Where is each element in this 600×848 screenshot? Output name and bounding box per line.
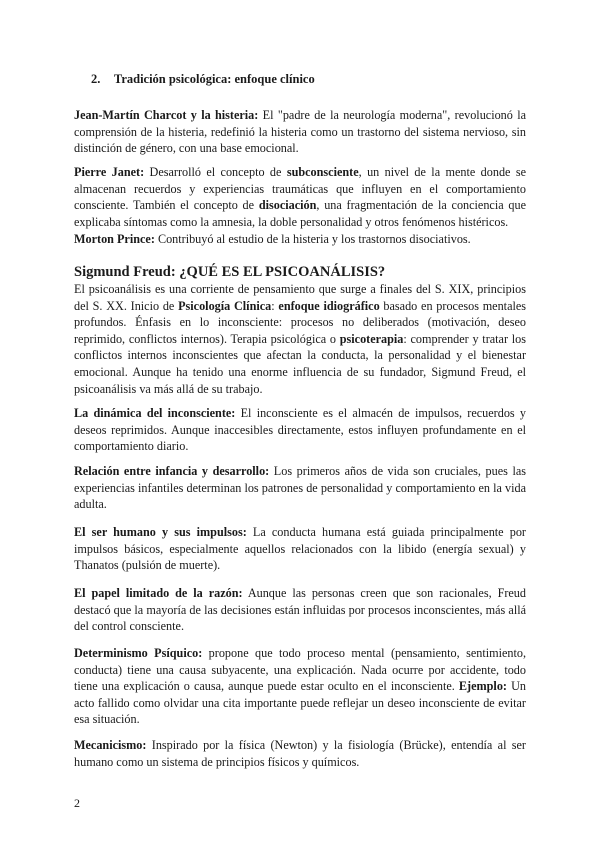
term-determinismo: Determinismo Psíquico: xyxy=(74,646,203,660)
section-heading-title: Tradición psicológica: enfoque clínico xyxy=(113,72,315,86)
paragraph-infancia: Relación entre infancia y desarrollo: Los primeros años de vida son cruciales, pues las experiencias infantiles determinan los patrones de personalidad y comportamiento en la vida adulta. xyxy=(74,464,527,512)
term-mecanicismo: Mecanicismo: xyxy=(74,738,147,752)
section-number: 2. xyxy=(91,72,101,86)
term-infancia: Relación entre infancia y desarrollo: xyxy=(74,464,270,478)
paragraph-prince: Morton Prince: Contribuyó al estudio de la histeria y los trastornos disociativos. xyxy=(74,232,471,246)
paragraph-dinamica: La dinámica del inconsciente: El inconsciente es el almacén de impulsos, recuerdos y deseos reprimidos. Aunque inaccesibles directamente, estos influyen profundamente en el comportamiento diario. xyxy=(74,406,527,454)
paragraph-impulsos: El ser humano y sus impulsos: La conducta humana está guiada principalmente por impulsos básicos, especialmente aquellos relacionados con la libido (energía sexual) y Thanatos (pulsión de muerte). xyxy=(74,525,526,573)
term-janet: Pierre Janet: xyxy=(74,165,145,179)
paragraph-charcot: Jean-Martín Charcot y la histeria: El "padre de la neurología moderna", revolucionó la comprensión de la histeria, redefinió la histeria como un trastorno del sistema nervioso, sin distinción de género, con una base emocional. xyxy=(74,108,526,156)
paragraph-determinismo: Determinismo Psíquico: propone que todo proceso mental (pensamiento, sentimiento, conducta) tiene una causa subyacente, una explicación. Nada ocurre por accidente, todo tiene una explicación o causa, aunque puede estar oculto en el inconsciente. Ejemplo: Un acto fallido como olvidar una cita importante puede reflejar un deseo inconsciente de evitar esa situación. xyxy=(74,646,526,727)
freud-section-title: Sigmund Freud: ¿QUÉ ES EL PSICOANÁLISIS? xyxy=(74,264,386,280)
term-impulsos: El ser humano y sus impulsos: xyxy=(74,525,247,539)
paragraph-freud-intro: El psicoanálisis es una corriente de pensamiento que surge a finales del S. XIX, principios del S. XX. Inicio de Psicología Clínica: enfoque idiográfico basado en procesos mentales profundos. Énfasis en lo inconsciente: procesos no deliberados (motivación, deseo reprimido, conflictos internos). Terapia psicológica o psicoterapia: comprender y tratar los conflictos internos inconscientes que afectan la conducta, la personalidad y el bienestar emocional. Aunque ha tenido una enorme influencia de su fundador, Sigmund Freud, el psicoanálisis va más allá de su trabajo. xyxy=(74,282,527,396)
term-prince: Morton Prince: xyxy=(74,232,155,246)
paragraph-janet: Pierre Janet: Desarrolló el concepto de subconsciente, un nivel de la mente donde se almacenan recuerdos y experiencias traumáticas que influyen en el comportamiento consciente. También el concepto de disociación, una fragmentación de la conciencia que explicaba síntomas como la amnesia, la doble personalidad y otros fenómenos histéricos. xyxy=(74,165,526,229)
paragraph-razon: El papel limitado de la razón: Aunque las personas creen que son racionales, Freud destacó que la mayoría de las decisiones están influidas por procesos inconscientes, más allá del control consciente. xyxy=(74,586,526,634)
term-dinamica: La dinámica del inconsciente: xyxy=(74,406,236,420)
section-heading xyxy=(91,72,315,87)
term-charcot: Jean-Martín Charcot y la histeria: xyxy=(74,108,259,122)
term-razon: El papel limitado de la razón: xyxy=(74,586,243,600)
paragraph-mecanicismo: Mecanicismo: Inspirado por la física (Newton) y la fisiología (Brücke), entendía al ser humano como un sistema de principios físicos y químicos. xyxy=(74,738,526,769)
page-number: 2 xyxy=(74,796,80,810)
